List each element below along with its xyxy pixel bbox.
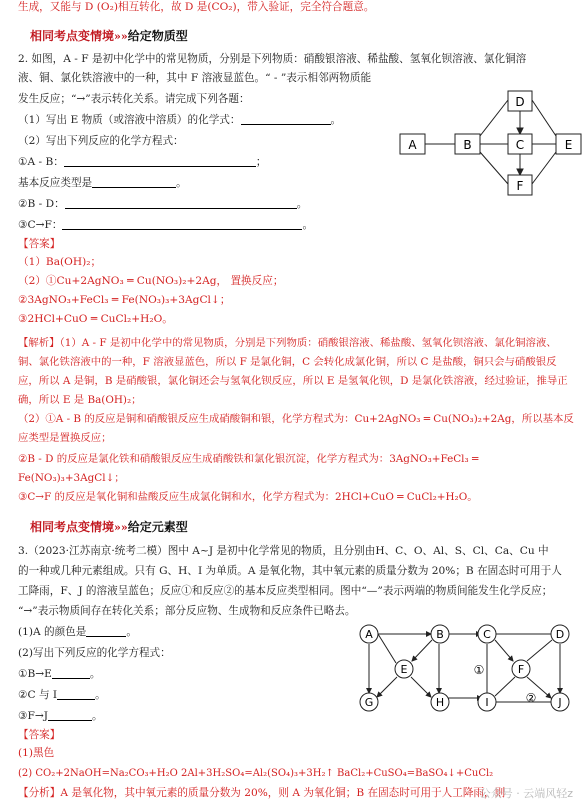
reaction-type-label: 基本反应类型是 — [18, 177, 93, 189]
explanation-2-part-2: （2）①A - B 的反应是铜和硝酸银反应生成硝酸铜和银，化学方程式为：Cu+2AgNO₃ ═ Cu(NO₃)₂+2Ag，所以基本反应类型是置换反应； — [18, 413, 574, 444]
answer-3-2: (2) CO₂+2NaOH=Na₂CO₃+H₂O 2Al+3H₂SO₄=Al₂(SO₄)₃+3H₂↑ BaCl₂+CuSO₄=BaSO₄↓+CuCl₂ — [18, 768, 494, 779]
q3-stem-line-1: 3.（2023·江苏南京·统考二模）图中 A~J 是初中化学常见的物质，且分别由H、C、O、Al、S、Cl、Ca、Cu 中 — [18, 545, 549, 557]
period: 。 — [302, 219, 314, 231]
answer-blank-be[interactable] — [52, 668, 90, 679]
section-title: 给定元素型 — [127, 520, 188, 534]
explanation-label: 【解析】 — [18, 337, 60, 349]
answer-2-4: ③2HCl+CuO ═ CuCl₂+H₂O。 — [18, 313, 173, 325]
top-line: 生成，又能与 D (O₂)相互转化，故 D 是(CO₂)，带入验证，完全符合题意。 — [18, 1, 375, 13]
period: 。 — [296, 198, 308, 210]
double-arrow-icon: »» — [114, 30, 128, 43]
semicolon: ； — [255, 156, 267, 168]
node-d: D — [515, 95, 525, 109]
period: 。 — [176, 177, 187, 189]
marker-1: ① — [473, 663, 485, 677]
explanation-2-part-3: ②B - D 的反应是氯化铁和硝酸银反应生成硝酸铁和氯化银沉淀，化学方程式为：3AgNO₃+FeCl₃ ═ Fe(NO₃)₃+3AgCl↓； — [18, 453, 479, 484]
node-d: D — [555, 628, 565, 641]
q2-stem-line-1: 2. 如图，A - F 是初中化学中的常见物质，分别是下列物质：硝酸银溶液、稀盐酸、氢氧化钡溶液、氯化铜溶 — [18, 53, 527, 65]
period: 。 — [89, 668, 101, 680]
q3-stem-line-4: “→”表示物质间存在转化关系；部分反应物、生成物和反应条件已略去。 — [18, 605, 356, 617]
period: 。 — [91, 710, 103, 722]
node-a: A — [365, 628, 373, 641]
node-f: F — [517, 663, 525, 676]
q2-stem-line-3: 发生反应；“→”表示转化关系。请完成下列各题： — [18, 93, 250, 105]
double-arrow-icon: »» — [114, 521, 128, 534]
explanation-2 — [18, 334, 575, 410]
reaction-cf-label: ③C→F： — [18, 219, 63, 231]
answer-label-3: 【答案】 — [18, 729, 61, 741]
section-title: 给定物质型 — [127, 29, 188, 43]
node-e: E — [400, 663, 408, 676]
explanation-text: （1）A - F 是初中化学中的常见物质，分别是下列物质：硝酸银溶液、稀盐酸、氢氧化钡溶液、氯化铜溶液、铜、氯化铁溶液中的一种，F 溶液显蓝色，所以 F 是氯化铜，C 会转化成氯化铜，所以 C 是盐酸，铜只会与硝酸银反应，所以 A 是铜，B 是硝酸银，氯化铜还会与氢氧化钡反应，所以 E 是氢氧化钡，D 是氯化铁溶液，经过验证，推导正确，所以 E 是 Ba(OH)₂； — [18, 337, 568, 406]
q2-reaction-cf — [18, 219, 575, 232]
marker-2: ② — [525, 691, 537, 705]
node-f: F — [516, 179, 524, 193]
period: 。 — [330, 114, 342, 126]
section-label: 相同考点变情境 — [30, 29, 115, 43]
answer-2-1: （1）Ba(OH)₂； — [18, 256, 102, 268]
watermark: 公众号 · 云端风轻z — [479, 787, 573, 800]
answer-blank-type[interactable] — [92, 177, 176, 188]
section-label: 相同考点变情境 — [30, 520, 115, 534]
period: 。 — [95, 689, 106, 701]
answer-label-2: 【答案】 — [18, 238, 61, 250]
reaction-ab-label: ①A - B： — [18, 156, 64, 168]
node-g: G — [364, 696, 374, 709]
period: 。 — [126, 626, 137, 638]
q3-stem-line-3: 工降雨，F、J 的溶液呈蓝色；反应①和反应②的基本反应类型相同。图中“—”表示两端的物质间能发生化学反应； — [18, 585, 553, 597]
reaction-be-label: ①B→E — [18, 668, 52, 680]
answer-blank-ci[interactable] — [57, 689, 95, 700]
answer-blank-a-color[interactable] — [86, 626, 126, 637]
node-h: H — [435, 696, 445, 709]
reaction-ci-label: ②C 与 I — [18, 689, 58, 701]
answer-3-1: (1)黑色 — [18, 747, 55, 759]
answer-blank-bd[interactable] — [65, 198, 297, 209]
node-a: A — [408, 138, 417, 152]
node-b: B — [463, 138, 472, 152]
answer-blank-e[interactable] — [241, 114, 331, 125]
section-heading-2 — [30, 518, 188, 535]
q2-stem-line-2: 液、铜、氯化铁溶液中的一种，其中 F 溶液显蓝色。“ - ”表示相邻两物质能 — [18, 72, 372, 84]
answer-blank-cf[interactable] — [62, 219, 302, 230]
answer-blank-fj[interactable] — [48, 710, 92, 721]
q3-stem-line-2: 的一种或几种元素组成。只有 G、H、I 为单质。A 是氧化物，其中氧元素的质量分数为 20%；B 在固态时可用于人 — [18, 565, 562, 577]
section-heading-1 — [30, 27, 188, 44]
q2-part-2: （2）写出下列反应的化学方程式： — [18, 135, 184, 147]
node-i: I — [485, 696, 489, 709]
node-c: C — [515, 138, 525, 152]
q2-relation-diagram — [398, 88, 584, 200]
answer-blank-ab[interactable] — [64, 156, 256, 167]
reaction-fj-label: ③F→J — [18, 710, 48, 722]
answer-2-2: （2）①Cu+2AgNO₃ ═ Cu(NO₃)₂+2Ag， 置换反应； — [18, 275, 284, 287]
analysis-3: 【分析】A 是氧化物，其中氧元素的质量分数为 20%，则 A 为氧化铜；B 在固态时可用于人工降雨，则 — [18, 787, 506, 799]
q2-part-1-text: （1）写出 E 物质（或溶液中溶质）的化学式： — [18, 114, 241, 126]
reaction-bd-label: ②B - D： — [18, 198, 65, 210]
answer-2-3: ②3AgNO₃+FeCl₃ ═ Fe(NO₃)₃+3AgCl↓； — [18, 294, 231, 306]
q3-part-2: (2)写出下列反应的化学方程式： — [18, 647, 171, 659]
node-b: B — [436, 628, 444, 641]
node-e: E — [564, 138, 573, 152]
node-c: C — [483, 628, 491, 641]
q3-relation-diagram — [355, 622, 577, 720]
explanation-2-part-4: ③C→F 的反应是氧化铜和盐酸反应生成氯化铜和水，化学方程式为：2HCl+CuO ═ CuCl₂+H₂O。 — [18, 491, 478, 503]
node-j: J — [558, 696, 562, 709]
q3-part-1-text: (1)A 的颜色是 — [18, 626, 87, 638]
